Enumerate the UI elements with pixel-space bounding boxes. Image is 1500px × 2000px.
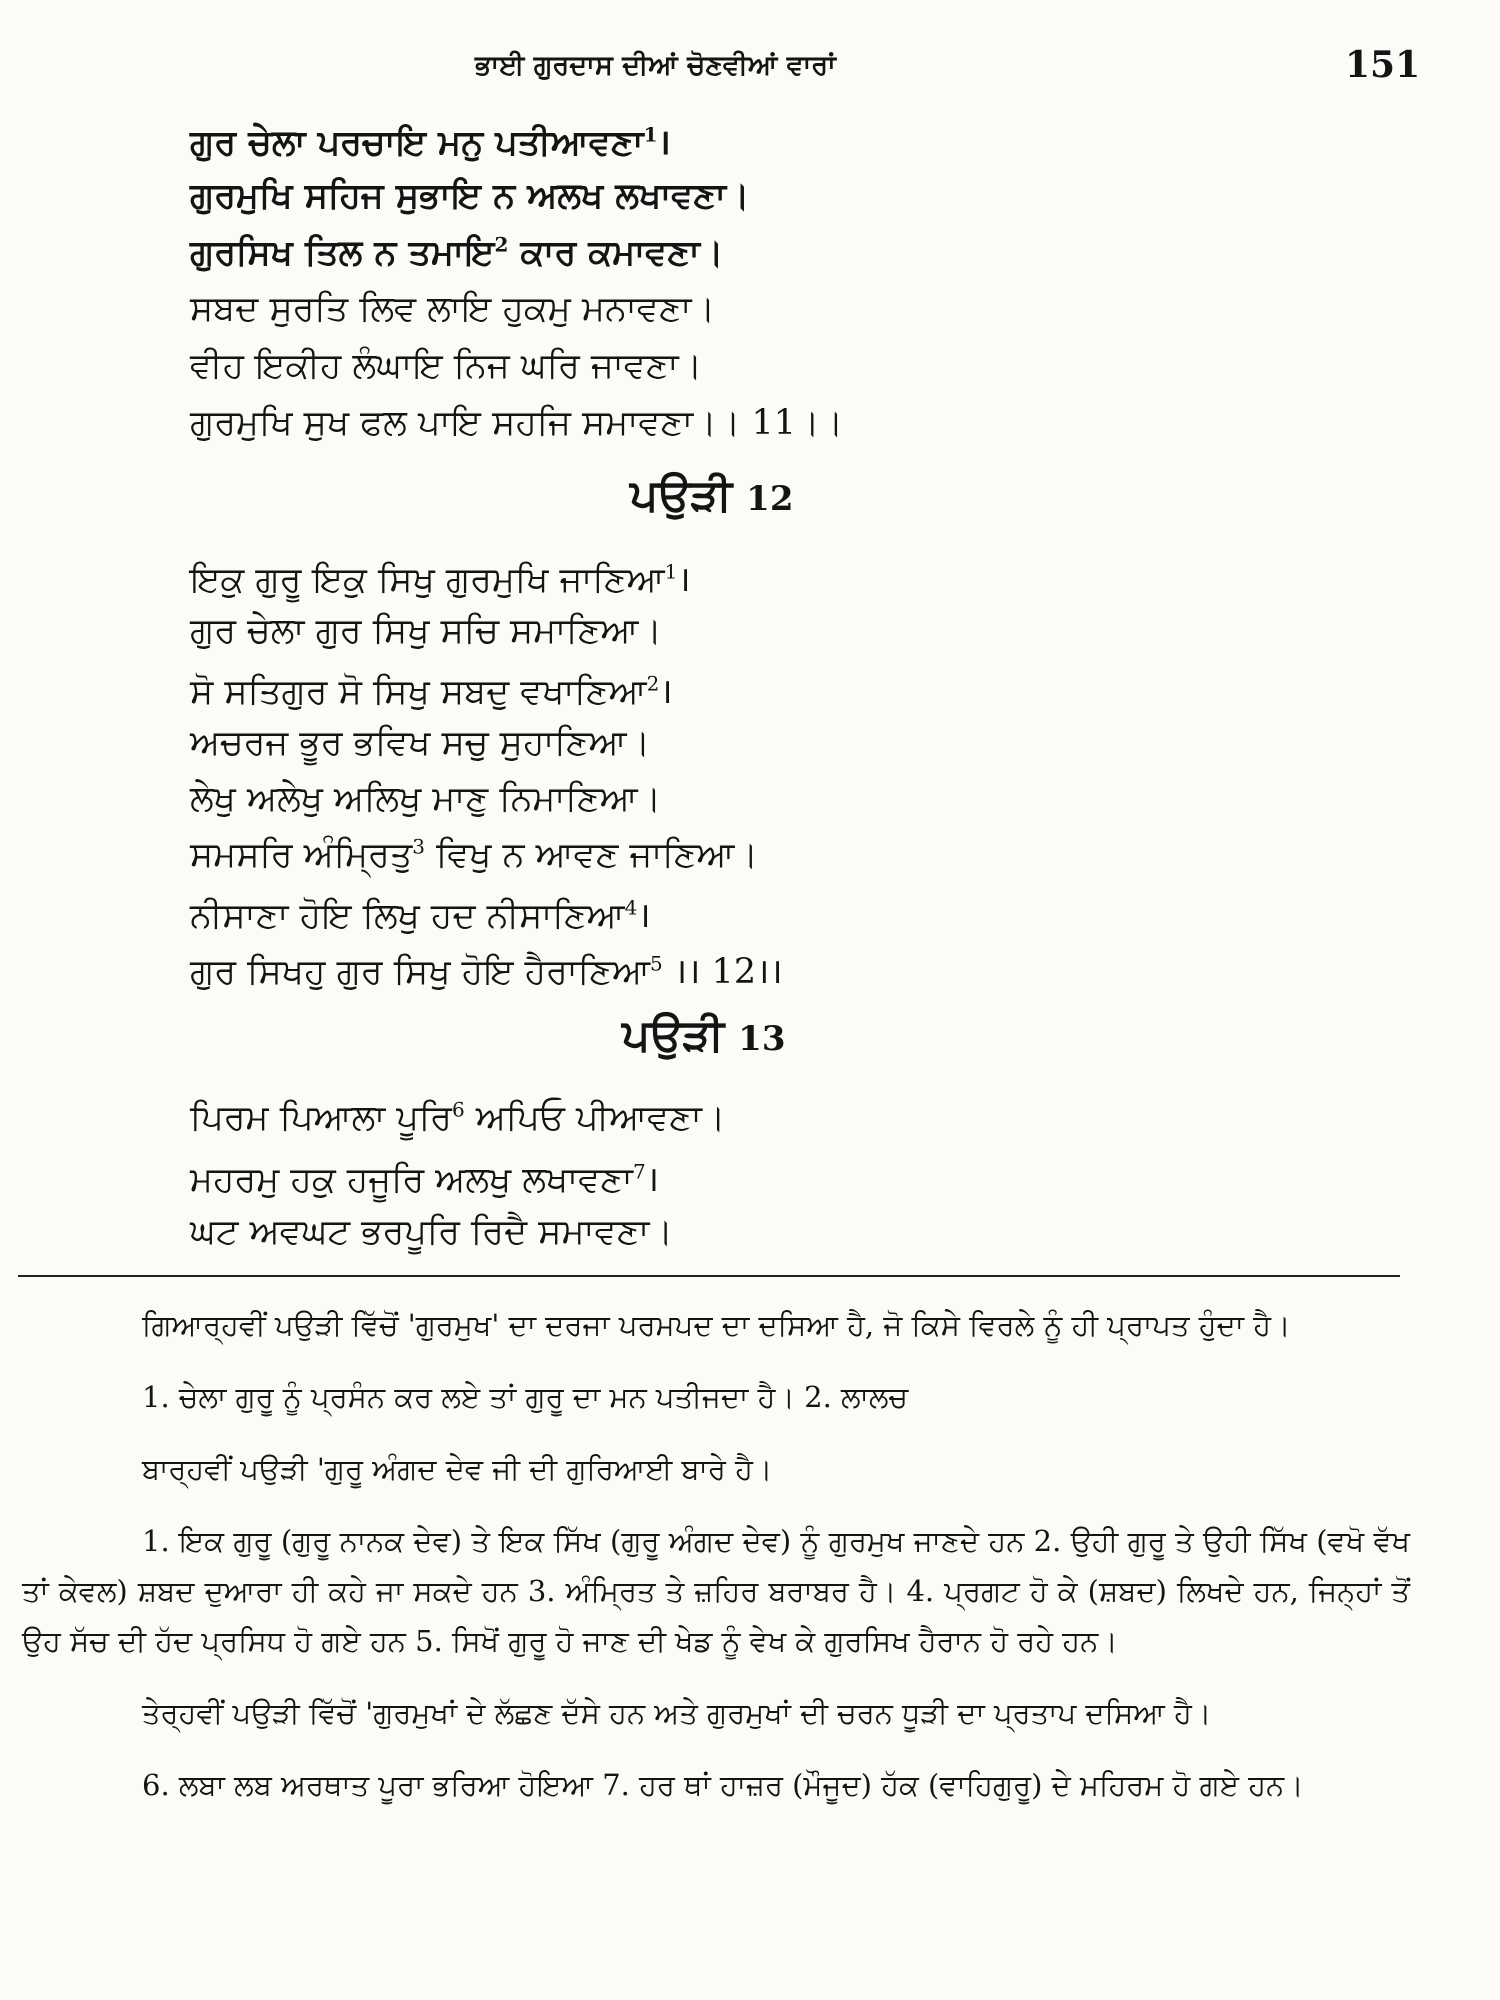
verse-line	[190, 403, 843, 443]
note-paragraph: ਤੇਰ੍ਹਵੀਂ ਪਉੜੀ ਵਿੱਚੋਂ 'ਗੁਰਮੁਖਾਂ ਦੇ ਲੱਛਣ ਦੱਸੇ ਹਨ ਅਤੇ ਗੁਰਮੁਖਾਂ ਦੀ ਚਰਨ ਧੂੜੀ ਦਾ ਪ੍ਰਤਾਪ ਦਸਿਆ ਹੈ।	[142, 1696, 1212, 1730]
verse-line	[190, 779, 661, 819]
verse-line	[190, 835, 758, 875]
verse-text: ਗੁਰ ਚੇਲਾ ਪਰਚਾਇ ਮਨੁ ਪਤੀਆਵਣਾ	[190, 122, 644, 163]
verse-end: ।	[637, 896, 651, 936]
note-paragraph: ਗਿਆਰ੍ਹਵੀਂ ਪਉੜੀ ਵਿੱਚੋਂ 'ਗੁਰਮੁਖ' ਦਾ ਦਰਜਾ ਪਰਮਪਦ ਦਾ ਦਸਿਆ ਹੈ, ਜੋ ਕਿਸੇ ਵਿਰਲੇ ਨੂੰ ਹੀ ਪ੍ਰਾਪਤ ਹੁੰਦਾ ਹੈ।	[142, 1308, 1291, 1342]
verse-end: ਅਪਿਓ ਪੀਆਵਣਾ।	[464, 1098, 726, 1138]
verse-line	[190, 947, 783, 994]
pauri-number: 13	[738, 1019, 786, 1059]
verse-line	[190, 175, 750, 216]
verse-line	[190, 346, 702, 386]
page-number: 151	[1345, 44, 1421, 86]
footnote-marker: 1	[643, 122, 658, 147]
verse-text: ਵੀਹ ਇਕੀਹ ਲੰਘਾਇ ਨਿਜ ਘਰਿ ਜਾਵਣਾ।	[190, 346, 703, 386]
verse-line	[190, 232, 724, 273]
running-header-title: ਭਾਈ ਗੁਰਦਾਸ ਦੀਆਂ ਚੋਣਵੀਆਂ ਵਾਰਾਂ	[475, 50, 836, 81]
verse-end: ।	[657, 122, 671, 163]
section-divider	[18, 1275, 1400, 1277]
verse-end: ਕਾਰ ਕਮਾਵਣਾ।	[508, 232, 724, 273]
verse-line	[190, 667, 673, 714]
footnote-marker: 2	[646, 671, 660, 696]
verse-end: ।	[659, 672, 673, 712]
verse-end: ।	[645, 1160, 659, 1200]
verse-line	[190, 891, 651, 938]
verse-text: ਸੋ ਸਤਿਗੁਰ ਸੋ ਸਿਖੁ ਸਬਦੁ ਵਖਾਣਿਆ	[190, 672, 647, 712]
verse-text: ਮਹਰਮੁ ਹਕੁ ਹਜੂਰਿ ਅਲਖੁ ਲਖਾਵਣਾ	[190, 1160, 633, 1200]
verse-line	[190, 289, 715, 329]
verse-text: ਗੁਰਮੁਖਿ ਸੁਖ ਫਲ ਪਾਇ ਸਹਜਿ ਸਮਾਵਣਾ।। 11।।	[190, 403, 844, 443]
verse-line	[190, 723, 650, 763]
verse-text: ਸਮਸਰਿ ਅੰਮ੍ਰਿਤੁ	[190, 835, 413, 875]
footnote-marker: 2	[494, 232, 509, 257]
verse-line	[190, 611, 662, 651]
footnote-marker: 1	[664, 559, 678, 584]
verse-text: ਅਚਰਜ ਭੂਰ ਭਵਿਖ ਸਚੁ ਸੁਹਾਣਿਆ।	[190, 723, 651, 763]
verse-line	[190, 555, 691, 602]
verse-text: ਇਕੁ ਗੁਰੂ ਇਕੁ ਸਿਖੁ ਗੁਰਮੁਖਿ ਜਾਣਿਆ	[190, 560, 665, 600]
pauri-13-heading	[622, 1010, 786, 1061]
verse-end: ।	[677, 560, 691, 600]
verse-text: ਗੁਰ ਸਿਖਹੁ ਗੁਰ ਸਿਖੁ ਹੋਇ ਹੈਰਾਣਿਆ	[190, 952, 651, 992]
verse-text: ਗੁਰਸਿਖ ਤਿਲ ਨ ਤਮਾਇ	[190, 232, 495, 273]
verse-text: ਗੁਰਮੁਖਿ ਸਹਿਜ ਸੁਭਾਇ ਨ ਅਲਖ ਲਖਾਵਣਾ।	[190, 175, 750, 216]
verse-end: ਵਿਖੁ ਨ ਆਵਣ ਜਾਣਿਆ।	[424, 835, 759, 875]
verse-line	[190, 118, 671, 165]
verse-line	[190, 1155, 659, 1202]
footnote-paragraph: 6. ਲਬਾ ਲਬ ਅਰਥਾਤ ਪੂਰਾ ਭਰਿਆ ਹੋਇਆ 7. ਹਰ ਥਾਂ ਹਾਜ਼ਰ (ਮੌਜੂਦ) ਹੱਕ (ਵਾਹਿਗੁਰੂ) ਦੇ ਮਹਿਰਮ ਹੋ ਗਏ ਹਨ।	[142, 1768, 1304, 1802]
pauri-label: ਪਉੜੀ	[622, 1010, 725, 1061]
pauri-number: 12	[746, 479, 794, 519]
footnote-marker: 3	[412, 834, 425, 859]
footnote-marker: 5	[650, 951, 663, 976]
footnote-paragraph: 1. ਇਕ ਗੁਰੂ (ਗੁਰੂ ਨਾਨਕ ਦੇਵ) ਤੇ ਇਕ ਸਿੱਖ (ਗੁਰੂ ਅੰਗਦ ਦੇਵ) ਨੂੰ ਗੁਰਮੁਖ ਜਾਣਦੇ ਹਨ 2. ਉਹੀ ਗੁਰੂ ਤੇ ਉਹੀ ਸਿੱਖ (ਵਖੋ ਵੱਖ ਤਾਂ ਕੇਵਲ) ਸ਼ਬਦ ਦੁਆਰਾ ਹੀ ਕਹੇ ਜਾ ਸਕਦੇ ਹਨ 3. ਅੰਮ੍ਰਿਤ ਤੇ ਜ਼ਹਿਰ ਬਰਾਬਰ ਹੈ। 4. ਪ੍ਰਗਟ ਹੋ ਕੇ (ਸ਼ਬਦ) ਲਿਖਦੇ ਹਨ, ਜਿਨ੍ਹਾਂ ਤੋਂ ਉਹ ਸੱਚ ਦੀ ਹੱਦ ਪ੍ਰਸਿਧ ਹੋ ਗਏ ਹਨ 5. ਸਿਖੋਂ ਗੁਰੂ ਹੋ ਜਾਣ ਦੀ ਖੇਡ ਨੂੰ ਵੇਖ ਕੇ ਗੁਰਸਿਖ ਹੈਰਾਨ ਹੋ ਰਹੇ ਹਨ।	[22, 1524, 1410, 1658]
verse-end: ।। 12।।	[662, 952, 783, 992]
verse-text: ਸਬਦ ਸੁਰਤਿ ਲਿਵ ਲਾਇ ਹੁਕਮੁ ਮਨਾਵਣਾ।	[190, 289, 716, 329]
footnote-marker: 6	[451, 1097, 465, 1122]
commentary-notes	[22, 1300, 1410, 1810]
note-paragraph: ਬਾਰ੍ਹਵੀਂ ਪਉੜੀ 'ਗੁਰੂ ਅੰਗਦ ਦੇਵ ਜੀ ਦੀ ਗੁਰਿਆਈ ਬਾਰੇ ਹੈ।	[142, 1452, 773, 1486]
footnote-paragraph: 1. ਚੇਲਾ ਗੁਰੂ ਨੂੰ ਪ੍ਰਸੰਨ ਕਰ ਲਏ ਤਾਂ ਗੁਰੂ ਦਾ ਮਨ ਪਤੀਜਦਾ ਹੈ। 2. ਲਾਲਚ	[142, 1380, 909, 1414]
verse-text: ਗੁਰ ਚੇਲਾ ਗੁਰ ਸਿਖੁ ਸਚਿ ਸਮਾਣਿਆ।	[190, 611, 663, 651]
footnote-marker: 4	[624, 895, 638, 920]
verse-text: ਪਿਰਮ ਪਿਆਲਾ ਪੂਰਿ	[190, 1098, 452, 1138]
footnote-marker: 7	[632, 1159, 646, 1184]
pauri-label: ਪਉੜੀ	[630, 470, 733, 521]
verse-text: ਘਟ ਅਵਘਟ ਭਰਪੂਰਿ ਰਿਦੈ ਸਮਾਵਣਾ।	[190, 1212, 673, 1252]
verse-text: ਨੀਸਾਣਾ ਹੋਇ ਲਿਖੁ ਹਦ ਨੀਸਾਣਿਆ	[190, 896, 625, 936]
verse-text: ਲੇਖੁ ਅਲੇਖੁ ਅਲਿਖੁ ਮਾਣੁ ਨਿਮਾਣਿਆ।	[190, 779, 662, 819]
pauri-12-heading	[630, 470, 794, 521]
verse-line	[190, 1212, 673, 1252]
verse-line	[190, 1098, 725, 1138]
